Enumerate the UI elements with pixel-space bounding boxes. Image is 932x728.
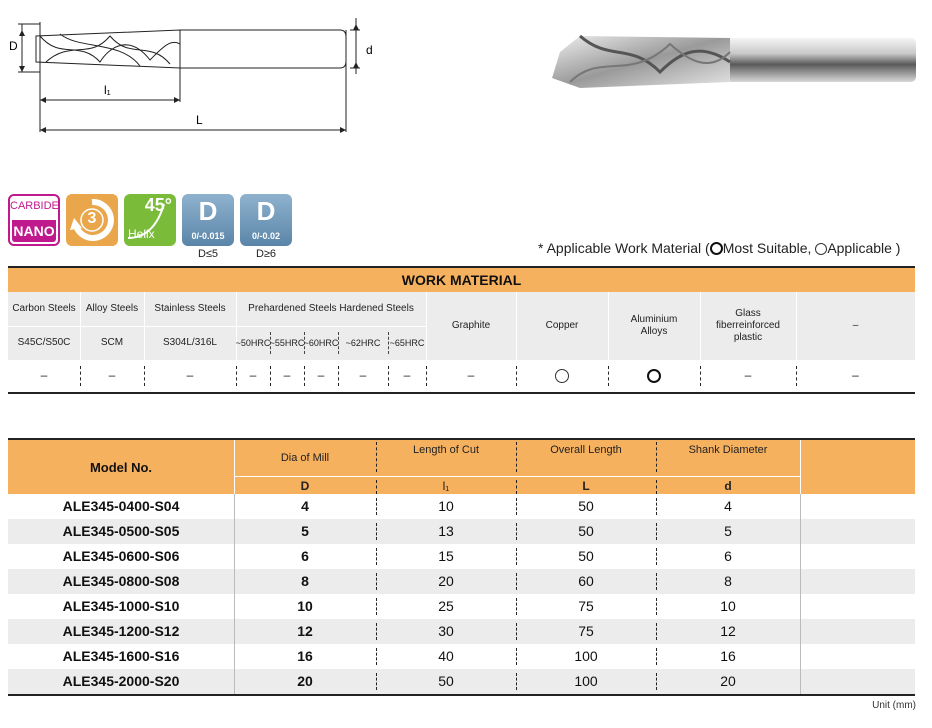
mark-hrc-62: – [359,368,367,382]
product-photo [540,22,920,102]
mark-other: – [852,368,859,382]
carbide-label: CARBIDE [10,200,59,212]
cell-l1: 40 [438,648,454,664]
mark-hrc-60: – [317,368,325,382]
table-row [8,569,915,595]
tolerance-icon-large [240,194,292,246]
mark-glass: – [744,368,752,382]
sub-hrc-55: ~55HRC [269,338,305,348]
cell-L: 50 [578,498,594,514]
mark-alloy: – [108,368,116,382]
mark-hrc-50: – [249,368,257,382]
header-carbon-steels: Carbon Steels [12,303,76,314]
cell-l1: 30 [438,623,454,639]
cell-model: ALE345-2000-S20 [62,673,180,689]
header-length-of-cut: Length of Cut [412,444,480,456]
sub-hrc-62: ~62HRC [345,338,381,348]
mark-hrc-55: – [283,368,291,382]
sub-alloy: SCM [100,337,124,348]
sym-d: d [724,479,732,493]
cell-l1: 20 [438,573,454,589]
cell-model: ALE345-1200-S12 [62,623,180,639]
header-alloy-steels: Alloy Steels [85,303,139,314]
label-l1: l₁ [104,83,111,97]
d2-tolerance: 0/-0.02 [251,231,281,241]
sym-D: D [300,479,310,493]
cell-L: 60 [578,573,594,589]
cell-d: 12 [720,623,736,639]
mark-aluminium-most-suitable-icon [647,369,661,383]
mark-stainless: – [186,368,194,382]
cell-model: ALE345-0600-S06 [62,548,180,564]
cell-L: 50 [578,523,594,539]
sub-hrc-50: ~50HRC [235,338,271,348]
table-row [8,494,915,520]
table-row [8,644,915,670]
label-L: L [196,113,203,127]
cell-L: 75 [578,598,594,614]
sub-hrc-60: ~60HRC [303,338,339,348]
cell-d: 4 [724,498,732,514]
work-material-title: WORK MATERIAL [8,266,915,292]
cell-l1: 13 [438,523,454,539]
note-prefix: * Applicable Work Material ( [538,240,710,256]
sym-l1: l₁ [442,479,450,493]
header-prehardened-steels: Prehardened Steels Hardened Steels [248,303,414,314]
label-d: d [366,43,373,57]
header-shank-diameter: Shank Diameter [688,444,768,456]
applicable-icon [815,243,827,255]
cell-model: ALE345-0500-S05 [62,523,180,539]
cell-D: 4 [301,498,309,514]
carbide-nano-icon [8,194,60,246]
table-row [8,619,915,645]
cell-D: 5 [301,523,309,539]
cell-D: 10 [297,598,313,614]
header-stainless-steels: Stainless Steels [154,303,226,314]
mark-graphite: – [467,368,475,382]
helix-label: Helix [128,227,155,241]
mark-carbon: – [40,368,48,382]
sub-carbon: S45C/S50C [17,337,71,348]
cell-d: 16 [720,648,736,664]
helix-angle: 45° [144,195,172,215]
d1-caption: D≤5 [197,248,219,260]
work-material-header [8,292,915,360]
header-model-no: Model No. [89,460,153,475]
material-note [538,240,900,256]
cell-l1: 50 [438,673,454,689]
cell-d: 10 [720,598,736,614]
model-table-header [8,438,915,496]
cell-L: 100 [574,673,598,689]
three-flute-icon [66,194,118,246]
cell-model: ALE345-0400-S04 [62,498,180,514]
d1-tolerance: 0/-0.015 [191,231,225,241]
flute-count: 3 [87,210,97,227]
cell-l1: 10 [438,498,454,514]
table-row [8,519,915,545]
d2-caption: D≥6 [255,248,277,260]
header-aluminium: Aluminium Alloys [630,314,678,337]
header-glass-fiber: Glass fiberreinforced plastic [716,308,780,343]
sub-hrc-65: ~65HRC [389,338,425,348]
cell-model: ALE345-1600-S16 [62,648,180,664]
cell-L: 75 [578,623,594,639]
table-row [8,594,915,620]
cell-L: 50 [578,548,594,564]
tolerance-icon-small [182,194,234,246]
cell-model: ALE345-0800-S08 [62,573,180,589]
cell-l1: 15 [438,548,454,564]
mark-copper-applicable-icon [555,369,569,383]
header-dia: Dia of Mill [280,452,330,464]
unit-label: Unit (mm) [872,700,916,711]
cell-D: 8 [301,573,309,589]
cell-d: 8 [724,573,732,589]
nano-label: NANO [12,220,56,242]
cell-D: 6 [301,548,309,564]
cell-D: 20 [297,673,313,689]
mark-hrc-65: – [403,368,411,382]
tool-drawing [0,0,380,150]
cell-d: 20 [720,673,736,689]
cell-D: 16 [297,648,313,664]
cell-d: 5 [724,523,732,539]
note-most: Most Suitable, [722,240,816,256]
cell-L: 100 [574,648,598,664]
header-graphite: Graphite [451,320,491,331]
helix-angle-icon [124,194,176,246]
d2-letter: D [256,196,276,226]
table-row [8,669,915,696]
table-row [8,544,915,570]
work-material-marks [8,360,915,394]
label-D: D [9,39,18,53]
cell-l1: 25 [438,598,454,614]
note-applicable: Applicable ) [827,240,901,256]
header-copper: Copper [545,320,579,331]
header-overall-length: Overall Length [550,444,622,456]
header-other: – [852,320,859,331]
cell-d: 6 [724,548,732,564]
most-suitable-icon [710,242,723,255]
cell-model: ALE345-1000-S10 [62,598,180,614]
d1-letter: D [198,196,218,226]
cell-D: 12 [297,623,313,639]
sub-stainless: S304L/316L [163,337,217,348]
sym-L: L [582,479,590,493]
